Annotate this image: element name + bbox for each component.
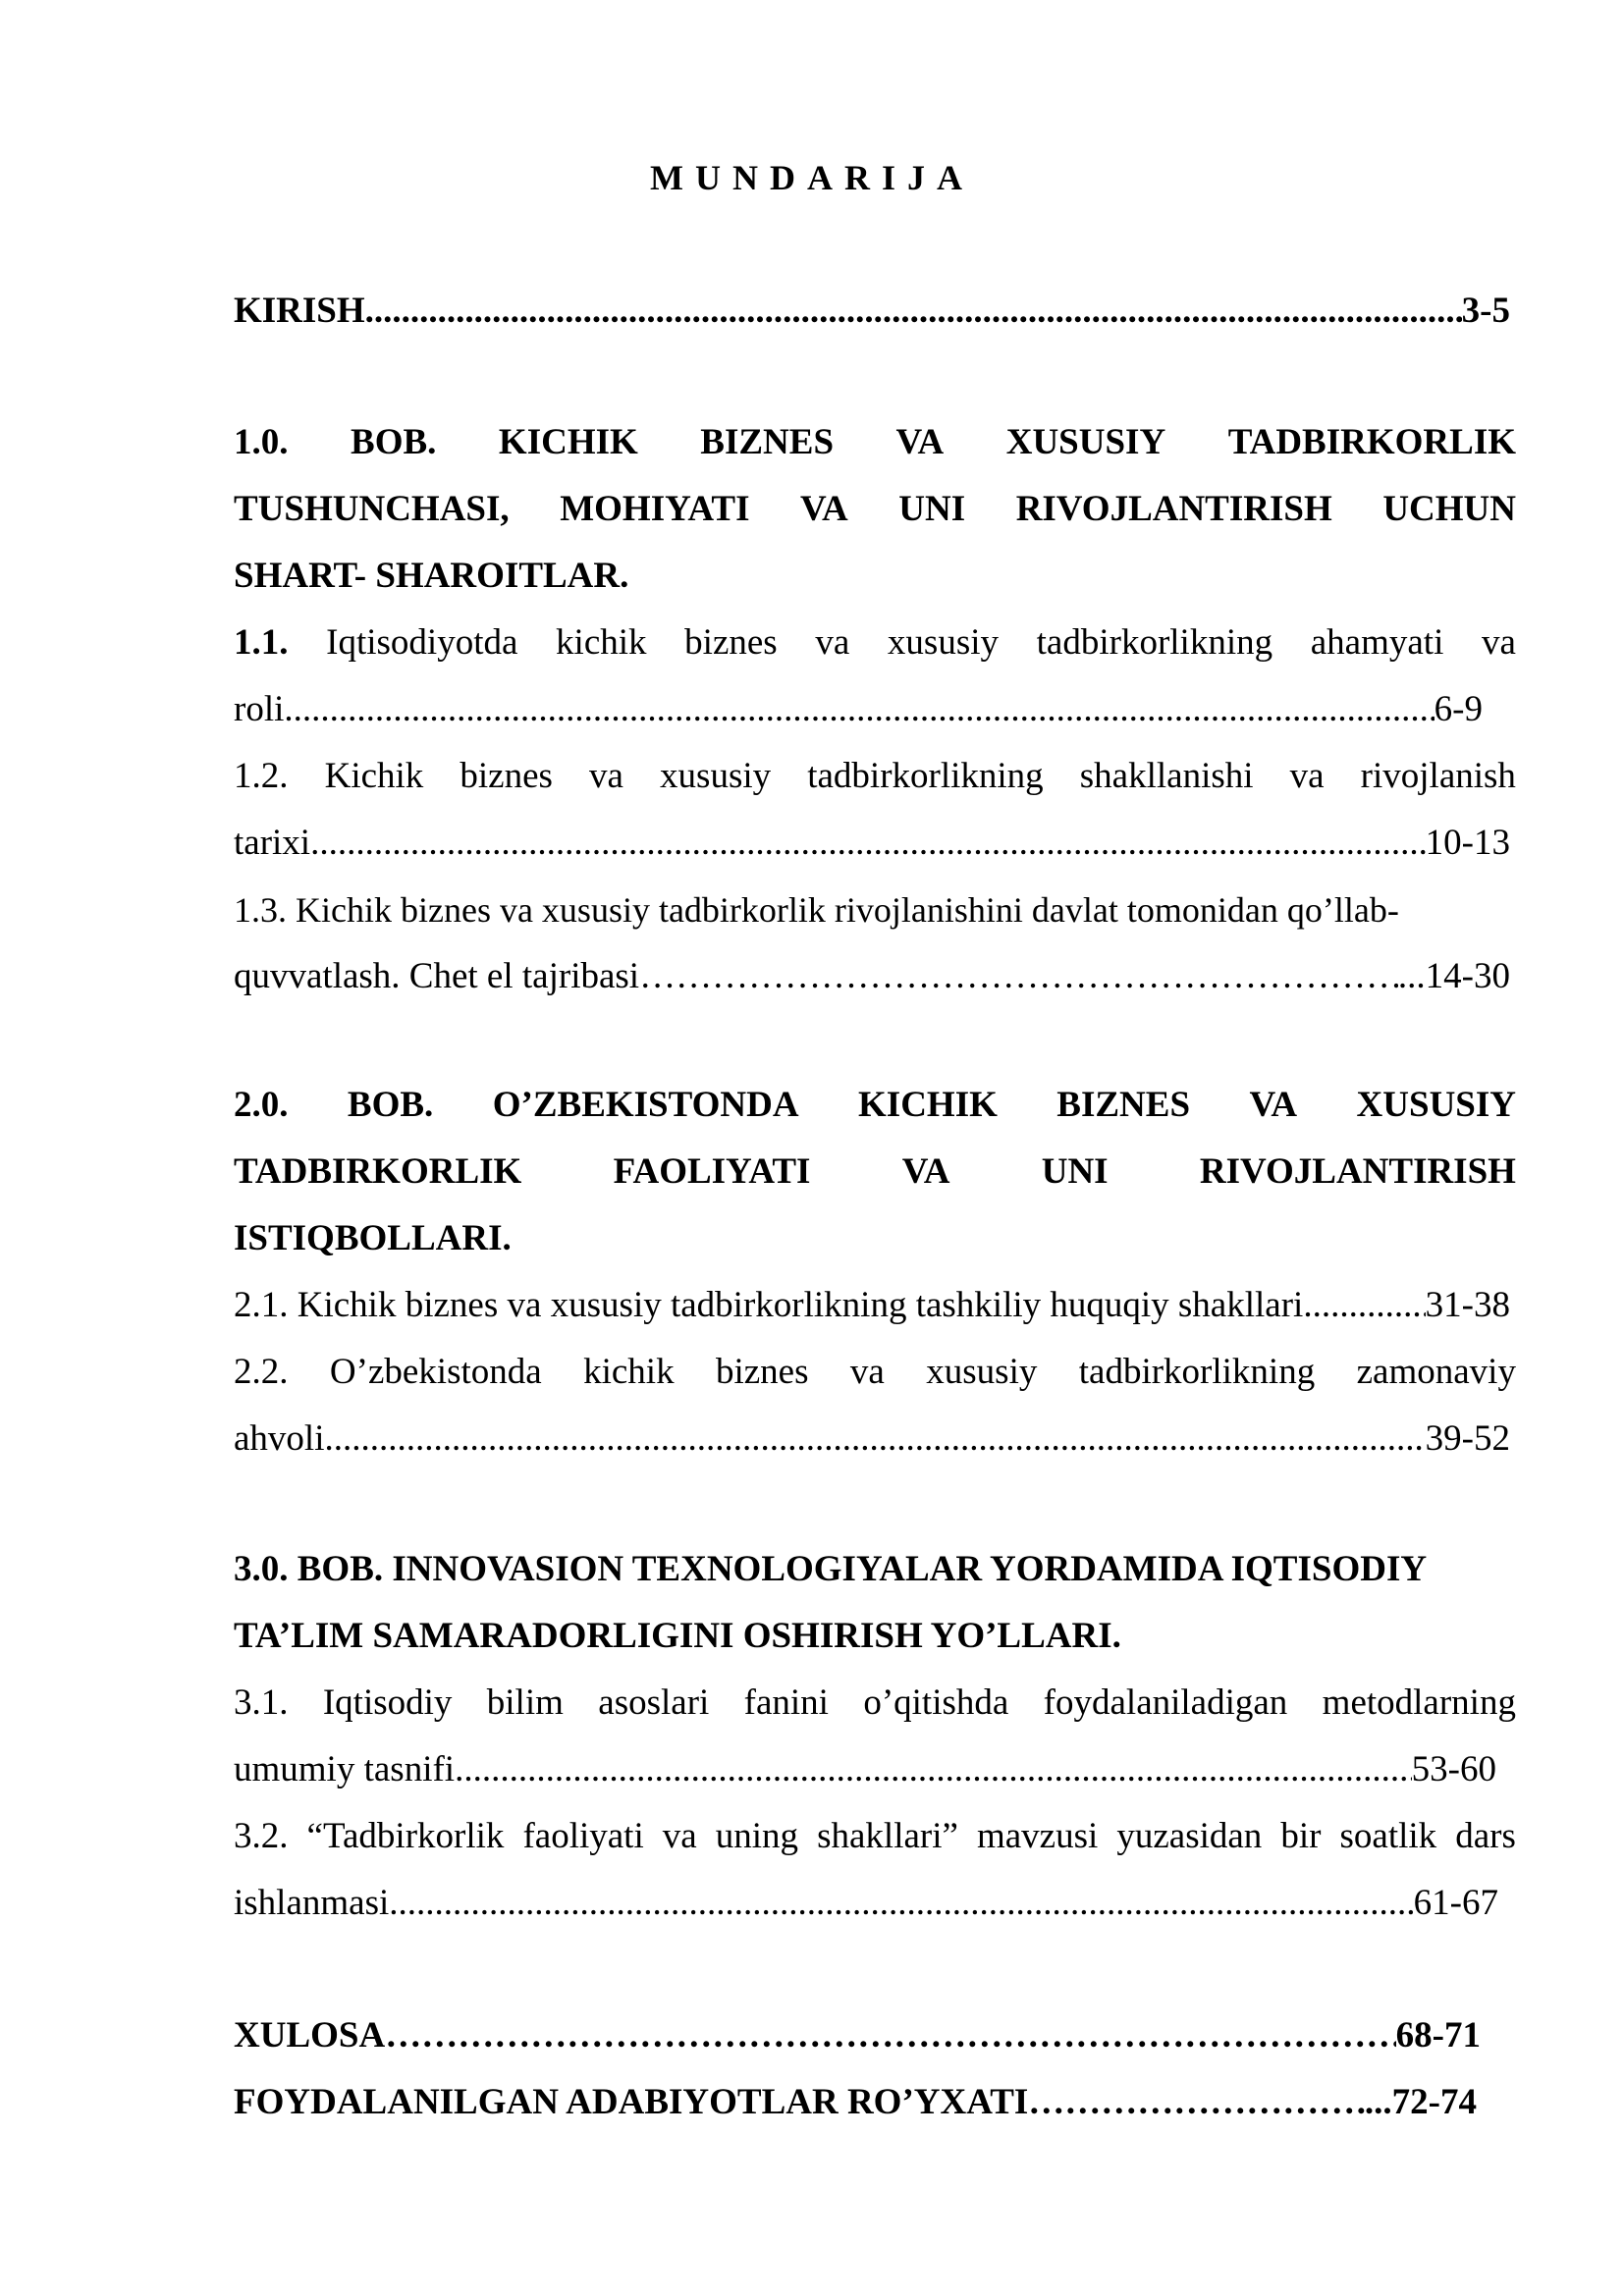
dot-leader [324, 1406, 1425, 1472]
section-1-2-tail: tarixi ..... 10-13 [234, 810, 1510, 877]
dot-leader [284, 676, 1434, 743]
toc-entry-intro [234, 278, 1516, 345]
dot-leader [639, 943, 1398, 1010]
section-2-2-line: 2.2. O’zbekistonda kichik biznes va xususiy tadbirkorlikning zamonaviy [234, 1352, 1516, 1392]
section-3-1-line: 3.1. Iqtisodiy bilim asoslari fanini o’qitishda foydalaniladigan metodlarning [234, 1682, 1516, 1723]
page-range: 39-52 [1425, 1418, 1510, 1459]
page-range: 10-13 [1425, 823, 1510, 863]
section-1-3-tail: quvvatlash. Chet el tajribasi ……………………………………………………………………………………………………………………………………………………………………………………………………………………………… ...14-30 [234, 943, 1510, 1010]
dot-leader [1028, 2069, 1365, 2136]
page-title: MUNDARIJA [650, 158, 974, 197]
chapter-heading-line: ISTIQBOLLARI. [234, 1218, 512, 1258]
page-range: 68-71 [1395, 2015, 1481, 2056]
chapter-heading-line: 2.0. BOB. O’ZBEKISTONDA KICHIK BIZNES VA XUSUSIY [234, 1085, 1516, 1125]
page-range: 31-38 [1425, 1285, 1510, 1325]
section-2-1-line: 2.1. Kichik biznes va xususiy tadbirkorlikning tashkiliy huquqiy shakllari ..... 31-38 [234, 1272, 1510, 1339]
page-range: ...72-74 [1364, 2082, 1477, 2122]
chapter-heading-line: TA’LIM SAMARADORLIGINI OSHIRISH YO’LLARI. [234, 1616, 1121, 1656]
page-range: 61-67 [1413, 1883, 1498, 1923]
chapter-heading-line: TADBIRKORLIK FAOLIYATI VA UNI RIVOJLANTIRISH [234, 1151, 1516, 1192]
chapter-heading-line: SHART- SHAROITLAR. [234, 556, 629, 596]
section-2-2-tail: ahvoli ..... 39-52 [234, 1406, 1510, 1472]
toc-entry-conclusion: XULOSA ……………………………………………………………………………………………………………………………………………………………………………………………………………………………… 68-71 [234, 2002, 1481, 2069]
dot-leader [389, 1870, 1413, 1937]
chapter-heading-line: 1.0. BOB. KICHIK BIZNES VA XUSUSIY TADBIRKORLIK [234, 422, 1516, 462]
section-3-2-tail: ishlanmasi ..... 61-67 [234, 1870, 1498, 1937]
page-range: 53-60 [1411, 1749, 1496, 1789]
chapter-heading-line: TUSHUNCHASI, MOHIYATI VA UNI RIVOJLANTIRISH UCHUN [234, 489, 1516, 529]
toc-entry-references: FOYDALANILGAN ADABIYOTLAR RO’YXATI ……………………………………………………………………………………………………………………………………………………………………………………………………………………………… ...72-74 [234, 2069, 1477, 2136]
toc-chapter-1 [234, 409, 1516, 1010]
page-range: 3-5 [1461, 291, 1510, 331]
dot-leader [1303, 1272, 1425, 1339]
section-1-1-line: 1.1. Iqtisodiyotda kichik biznes va xususiy tadbirkorlikning ahamyati va [234, 622, 1516, 663]
dot-leader [385, 2002, 1395, 2069]
page-range: ...14-30 [1397, 956, 1510, 996]
dot-leader [365, 278, 1462, 345]
toc-chapter-3 [234, 1536, 1516, 1937]
section-3-2-line: 3.2. “Tadbirkorlik faoliyati va uning shakllari” mavzusi yuzasidan bir soatlik dars [234, 1816, 1516, 1856]
toc-end-matter [234, 2002, 1516, 2136]
dot-leader [455, 1736, 1412, 1803]
toc-chapter-2 [234, 1072, 1516, 1472]
section-1-3-line: 1.3. Kichik biznes va xususiy tadbirkorlik rivojlanishini davlat tomonidan qo’llab- [234, 890, 1399, 930]
section-1-2-line: 1.2. Kichik biznes va xususiy tadbirkorlikning shakllanishi va rivojlanish [234, 756, 1516, 796]
section-3-1-tail: umumiy tasnifi ..... 53-60 [234, 1736, 1496, 1803]
chapter-heading-line: 3.0. BOB. INNOVASION TEXNOLOGIYALAR YORDAMIDA IQTISODIY [234, 1549, 1428, 1589]
section-1-1-tail: roli ..... 6-9 [234, 676, 1483, 743]
toc-label: KIRISH [234, 291, 365, 331]
page-range: 6-9 [1434, 689, 1483, 729]
dot-leader [310, 810, 1426, 877]
